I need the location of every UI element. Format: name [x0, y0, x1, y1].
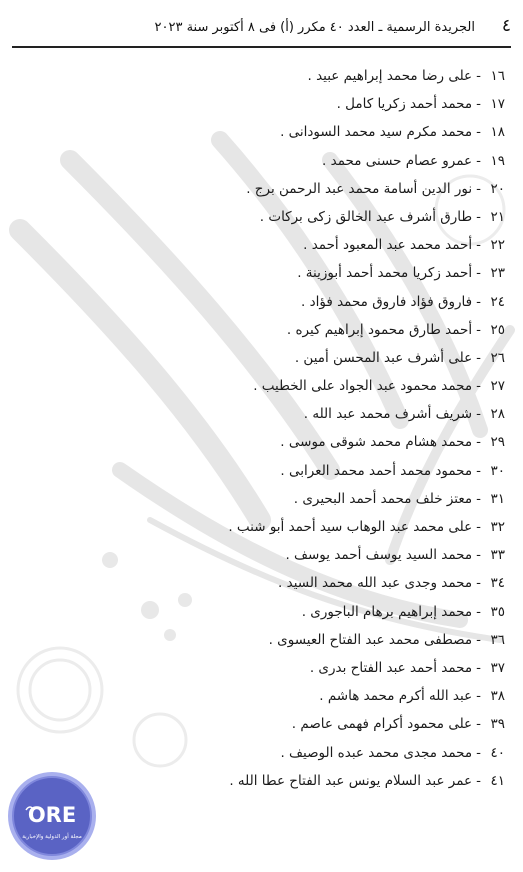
- list-item: [25, 541, 505, 569]
- badge-caption: مجلة أور الدولية والإخبارية: [22, 834, 82, 840]
- list-item: [25, 316, 505, 344]
- list-item: [25, 626, 505, 654]
- person-name: عمر عبد السلام يونس عبد الفتاح عطا الله .: [229, 772, 473, 789]
- item-number: ٢٧: [490, 378, 505, 395]
- person-name: عمرو عصام حسنى محمد .: [322, 152, 473, 169]
- item-number: ٣٣: [490, 547, 505, 564]
- item-dash: -: [476, 68, 481, 84]
- item-number: ١٨: [490, 124, 505, 141]
- item-dash: -: [476, 378, 481, 395]
- person-name: مصطفى محمد عبد الفتاح العيسوى .: [268, 631, 473, 648]
- item-dash: -: [476, 744, 481, 761]
- list-item: [25, 62, 505, 90]
- person-name: محمد أحمد زكريا كامل .: [336, 96, 473, 113]
- item-dash: -: [476, 124, 481, 141]
- item-number: ٣٩: [490, 716, 505, 733]
- item-dash: -: [476, 688, 481, 705]
- item-dash: -: [476, 406, 481, 423]
- item-number: ٣٤: [490, 575, 505, 592]
- item-number: ٣٢: [490, 519, 505, 535]
- item-number: ٢٩: [490, 434, 505, 451]
- list-item: [25, 710, 505, 738]
- list-item: [25, 457, 505, 485]
- item-number: ٢٠: [490, 180, 505, 197]
- item-dash: -: [476, 208, 481, 225]
- item-dash: -: [476, 237, 481, 254]
- item-dash: -: [476, 462, 481, 479]
- item-number: ٢٣: [490, 265, 505, 282]
- person-name: معتز خلف محمد أحمد البحيرى .: [293, 490, 473, 507]
- list-item: [25, 682, 505, 710]
- person-name: على رضا محمد إبراهيم عبيد .: [307, 68, 473, 84]
- item-number: ٣٨: [490, 688, 505, 705]
- person-name: محمد مكرم سيد محمد السودانى .: [280, 124, 473, 141]
- person-name: محمود محمد أحمد محمد العرابى .: [280, 462, 473, 479]
- item-number: ١٧: [490, 96, 505, 113]
- page-number: ٤: [501, 16, 511, 36]
- item-number: ٣٦: [490, 631, 505, 648]
- person-name: محمد هشام محمد شوقى موسى .: [280, 434, 473, 451]
- person-name: أحمد محمد عبد المعبود أحمد .: [303, 237, 473, 254]
- list-item: [25, 569, 505, 597]
- person-name: طارق أشرف عبد الخالق زكى بركات .: [259, 208, 473, 225]
- item-number: ٢٨: [490, 406, 505, 423]
- item-dash: -: [476, 349, 481, 366]
- item-number: ١٦: [490, 68, 505, 84]
- list-item: [25, 203, 505, 231]
- item-number: ٣٧: [490, 659, 505, 676]
- item-number: ٣٥: [490, 603, 505, 620]
- header-divider: [12, 46, 511, 48]
- list-item: [25, 372, 505, 400]
- item-dash: -: [476, 716, 481, 733]
- person-name: محمد محمود عبد الجواد على الخطيب .: [253, 378, 473, 395]
- person-name: محمد أحمد عبد الفتاح بدرى .: [309, 659, 473, 676]
- list-item: [25, 259, 505, 287]
- person-name: على محمود أكرام فهمى عاصم .: [291, 716, 473, 733]
- item-number: ٢٤: [490, 293, 505, 310]
- list-item: [25, 231, 505, 259]
- item-dash: -: [476, 547, 481, 564]
- list-item: [25, 344, 505, 372]
- person-name: محمد مجدى محمد عبده الوصيف .: [280, 744, 473, 761]
- person-name: محمد إبراهيم برهام الباجورى .: [301, 603, 473, 620]
- person-name: شريف أشرف محمد عبد الله .: [303, 406, 473, 423]
- item-dash: -: [476, 772, 481, 789]
- gazette-title: الجريدة الرسمية ـ العدد ٤٠ مكرر (أ) فى ٨ أكتوبر سنة ٢٠٢٣: [154, 20, 475, 35]
- item-dash: -: [476, 575, 481, 592]
- item-number: ٣١: [490, 490, 505, 507]
- item-dash: -: [476, 152, 481, 169]
- list-item: [25, 400, 505, 428]
- item-number: ٢٦: [490, 349, 505, 366]
- list-item: [25, 175, 505, 203]
- badge-logo-text: ORE: [27, 803, 77, 827]
- item-dash: -: [476, 293, 481, 310]
- item-dash: -: [476, 180, 481, 197]
- ore-logo-badge: [6, 770, 98, 862]
- item-number: ٢١: [490, 208, 505, 225]
- person-name: على أشرف عبد المحسن أمين .: [294, 349, 473, 366]
- list-item: [25, 288, 505, 316]
- item-dash: -: [476, 631, 481, 648]
- item-dash: -: [476, 434, 481, 451]
- item-dash: -: [476, 490, 481, 507]
- person-name: أحمد زكريا محمد أحمد أبوزينة .: [297, 265, 473, 282]
- person-name: أحمد طارق محمود إبراهيم كيره .: [286, 321, 473, 338]
- item-dash: -: [476, 321, 481, 338]
- list-item: [25, 428, 505, 456]
- person-name: نور الدين أسامة محمد عبد الرحمن برج .: [246, 180, 473, 197]
- item-dash: -: [476, 519, 481, 535]
- list-item: [25, 513, 505, 541]
- list-item: [25, 598, 505, 626]
- item-dash: -: [476, 603, 481, 620]
- list-item: [25, 90, 505, 118]
- item-dash: -: [476, 96, 481, 113]
- person-name: محمد وجدى عبد الله محمد السيد .: [278, 575, 473, 592]
- item-number: ٢٢: [490, 237, 505, 254]
- item-number: ٢٥: [490, 321, 505, 338]
- list-item: [25, 654, 505, 682]
- names-list: [25, 62, 505, 795]
- person-name: على محمد عبد الوهاب سيد أحمد أبو شنب .: [228, 519, 473, 535]
- person-name: محمد السيد يوسف أحمد يوسف .: [285, 547, 473, 564]
- item-number: ١٩: [490, 152, 505, 169]
- item-number: ٤١: [490, 772, 505, 789]
- item-dash: -: [476, 659, 481, 676]
- item-number: ٣٠: [490, 462, 505, 479]
- page-header: [0, 0, 523, 50]
- item-dash: -: [476, 265, 481, 282]
- list-item: [25, 147, 505, 175]
- list-item: [25, 485, 505, 513]
- item-number: ٤٠: [490, 744, 505, 761]
- list-item: [25, 118, 505, 146]
- person-name: عبد الله أكرم محمد هاشم .: [319, 688, 473, 705]
- list-item: [25, 739, 505, 767]
- person-name: فاروق فؤاد فاروق محمد فؤاد .: [301, 293, 473, 310]
